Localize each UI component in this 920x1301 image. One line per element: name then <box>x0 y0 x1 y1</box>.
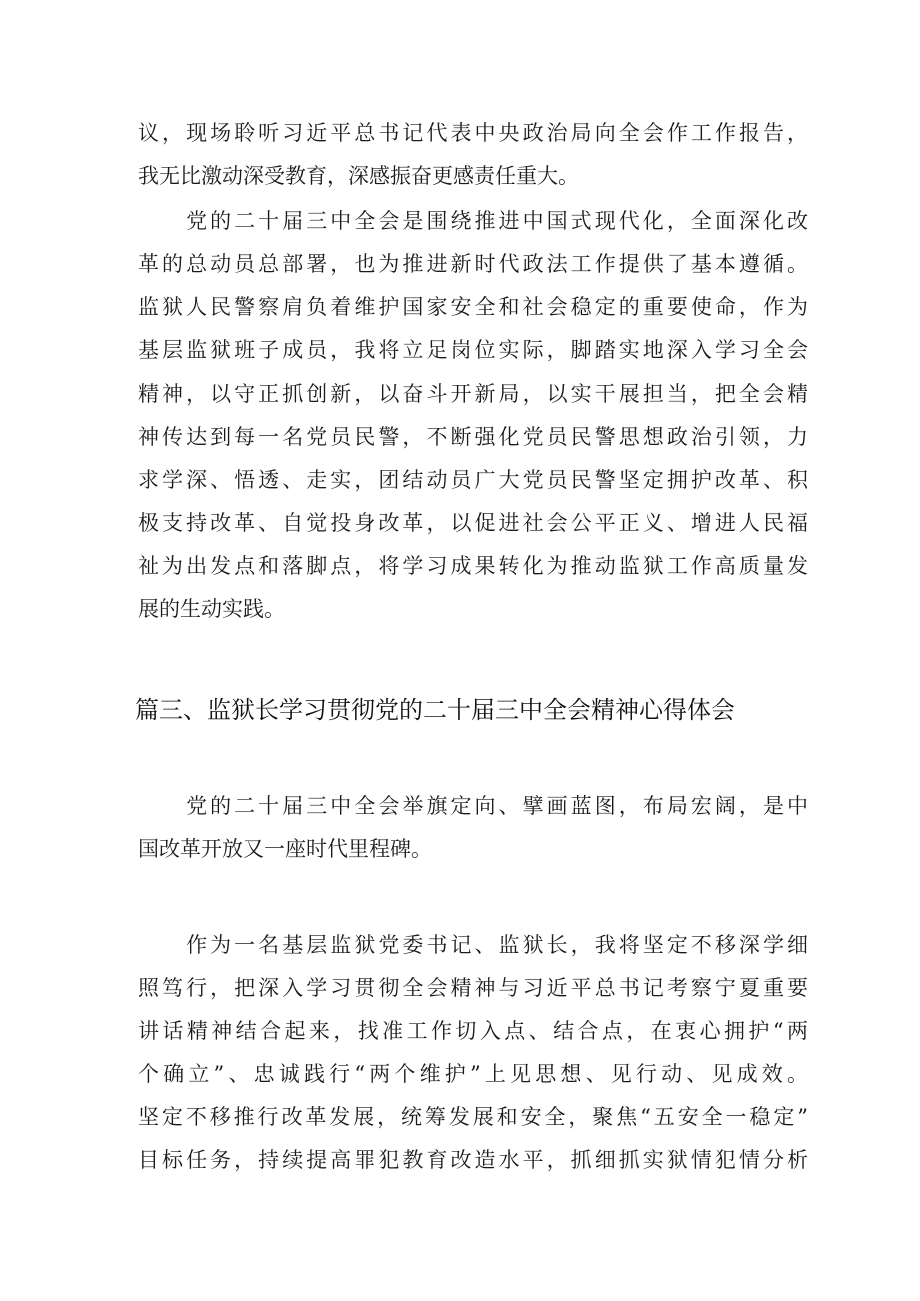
paragraph-2-line: 革的总动员总部署，也为推进新时代政法工作提供了基本遵循。 <box>138 252 808 276</box>
paragraph-2-line: 监狱人民警察肩负着维护国家安全和社会稳定的重要使命，作为 <box>138 295 808 319</box>
paragraph-2-line: 神传达到每一名党员民警，不断强化党员民警思想政治引领，力 <box>138 425 808 449</box>
paragraph-2-line: 党的二十届三中全会是围绕推进中国式现代化，全面深化改 <box>138 209 808 233</box>
paragraph-4-line: 讲话精神结合起来，找准工作切入点、结合点，在衷心拥护“两 <box>138 1019 808 1043</box>
paragraph-2-line: 基层监狱班子成员，我将立足岗位实际，脚踏实地深入学习全会 <box>138 338 808 362</box>
paragraph-1-line: 议，现场聆听习近平总书记代表中央政治局向全会作工作报告， <box>138 121 808 145</box>
paragraph-3-line: 国改革开放又一座时代里程碑。 <box>138 837 432 861</box>
paragraph-4-line: 作为一名基层监狱党委书记、监狱长，我将坚定不移深学细 <box>138 933 808 957</box>
section-heading: 篇三、监狱长学习贯彻党的二十届三中全会精神心得体会 <box>135 696 735 724</box>
paragraph-2-line: 求学深、悟透、走实，团结动员广大党员民警坚定拥护改革、积 <box>138 468 808 492</box>
paragraph-1-line: 我无比激动深受教育，深感振奋更感责任重大。 <box>138 164 579 188</box>
paragraph-4-line: 目标任务，持续提高罪犯教育改造水平，抓细抓实狱情犯情分析 <box>138 1148 808 1172</box>
paragraph-2-line: 祉为出发点和落脚点，将学习成果转化为推动监狱工作高质量发 <box>138 554 808 578</box>
paragraph-3-line: 党的二十届三中全会举旗定向、擘画蓝图，布局宏阔，是中 <box>138 794 808 818</box>
paragraph-4-line: 坚定不移推行改革发展，统筹发展和安全，聚焦“五安全一稳定” <box>138 1105 808 1129</box>
paragraph-2-line: 极支持改革、自觉投身改革，以促进社会公平正义、增进人民福 <box>138 511 808 535</box>
paragraph-2-line: 精神，以守正抓创新，以奋斗开新局，以实干展担当，把全会精 <box>138 382 808 406</box>
paragraph-4-line: 个确立”、忠诚践行“两个维护”上见思想、见行动、见成效。 <box>138 1062 808 1086</box>
paragraph-2-line: 展的生动实践。 <box>138 597 285 621</box>
paragraph-4-line: 照笃行，把深入学习贯彻全会精神与习近平总书记考察宁夏重要 <box>138 976 808 1000</box>
